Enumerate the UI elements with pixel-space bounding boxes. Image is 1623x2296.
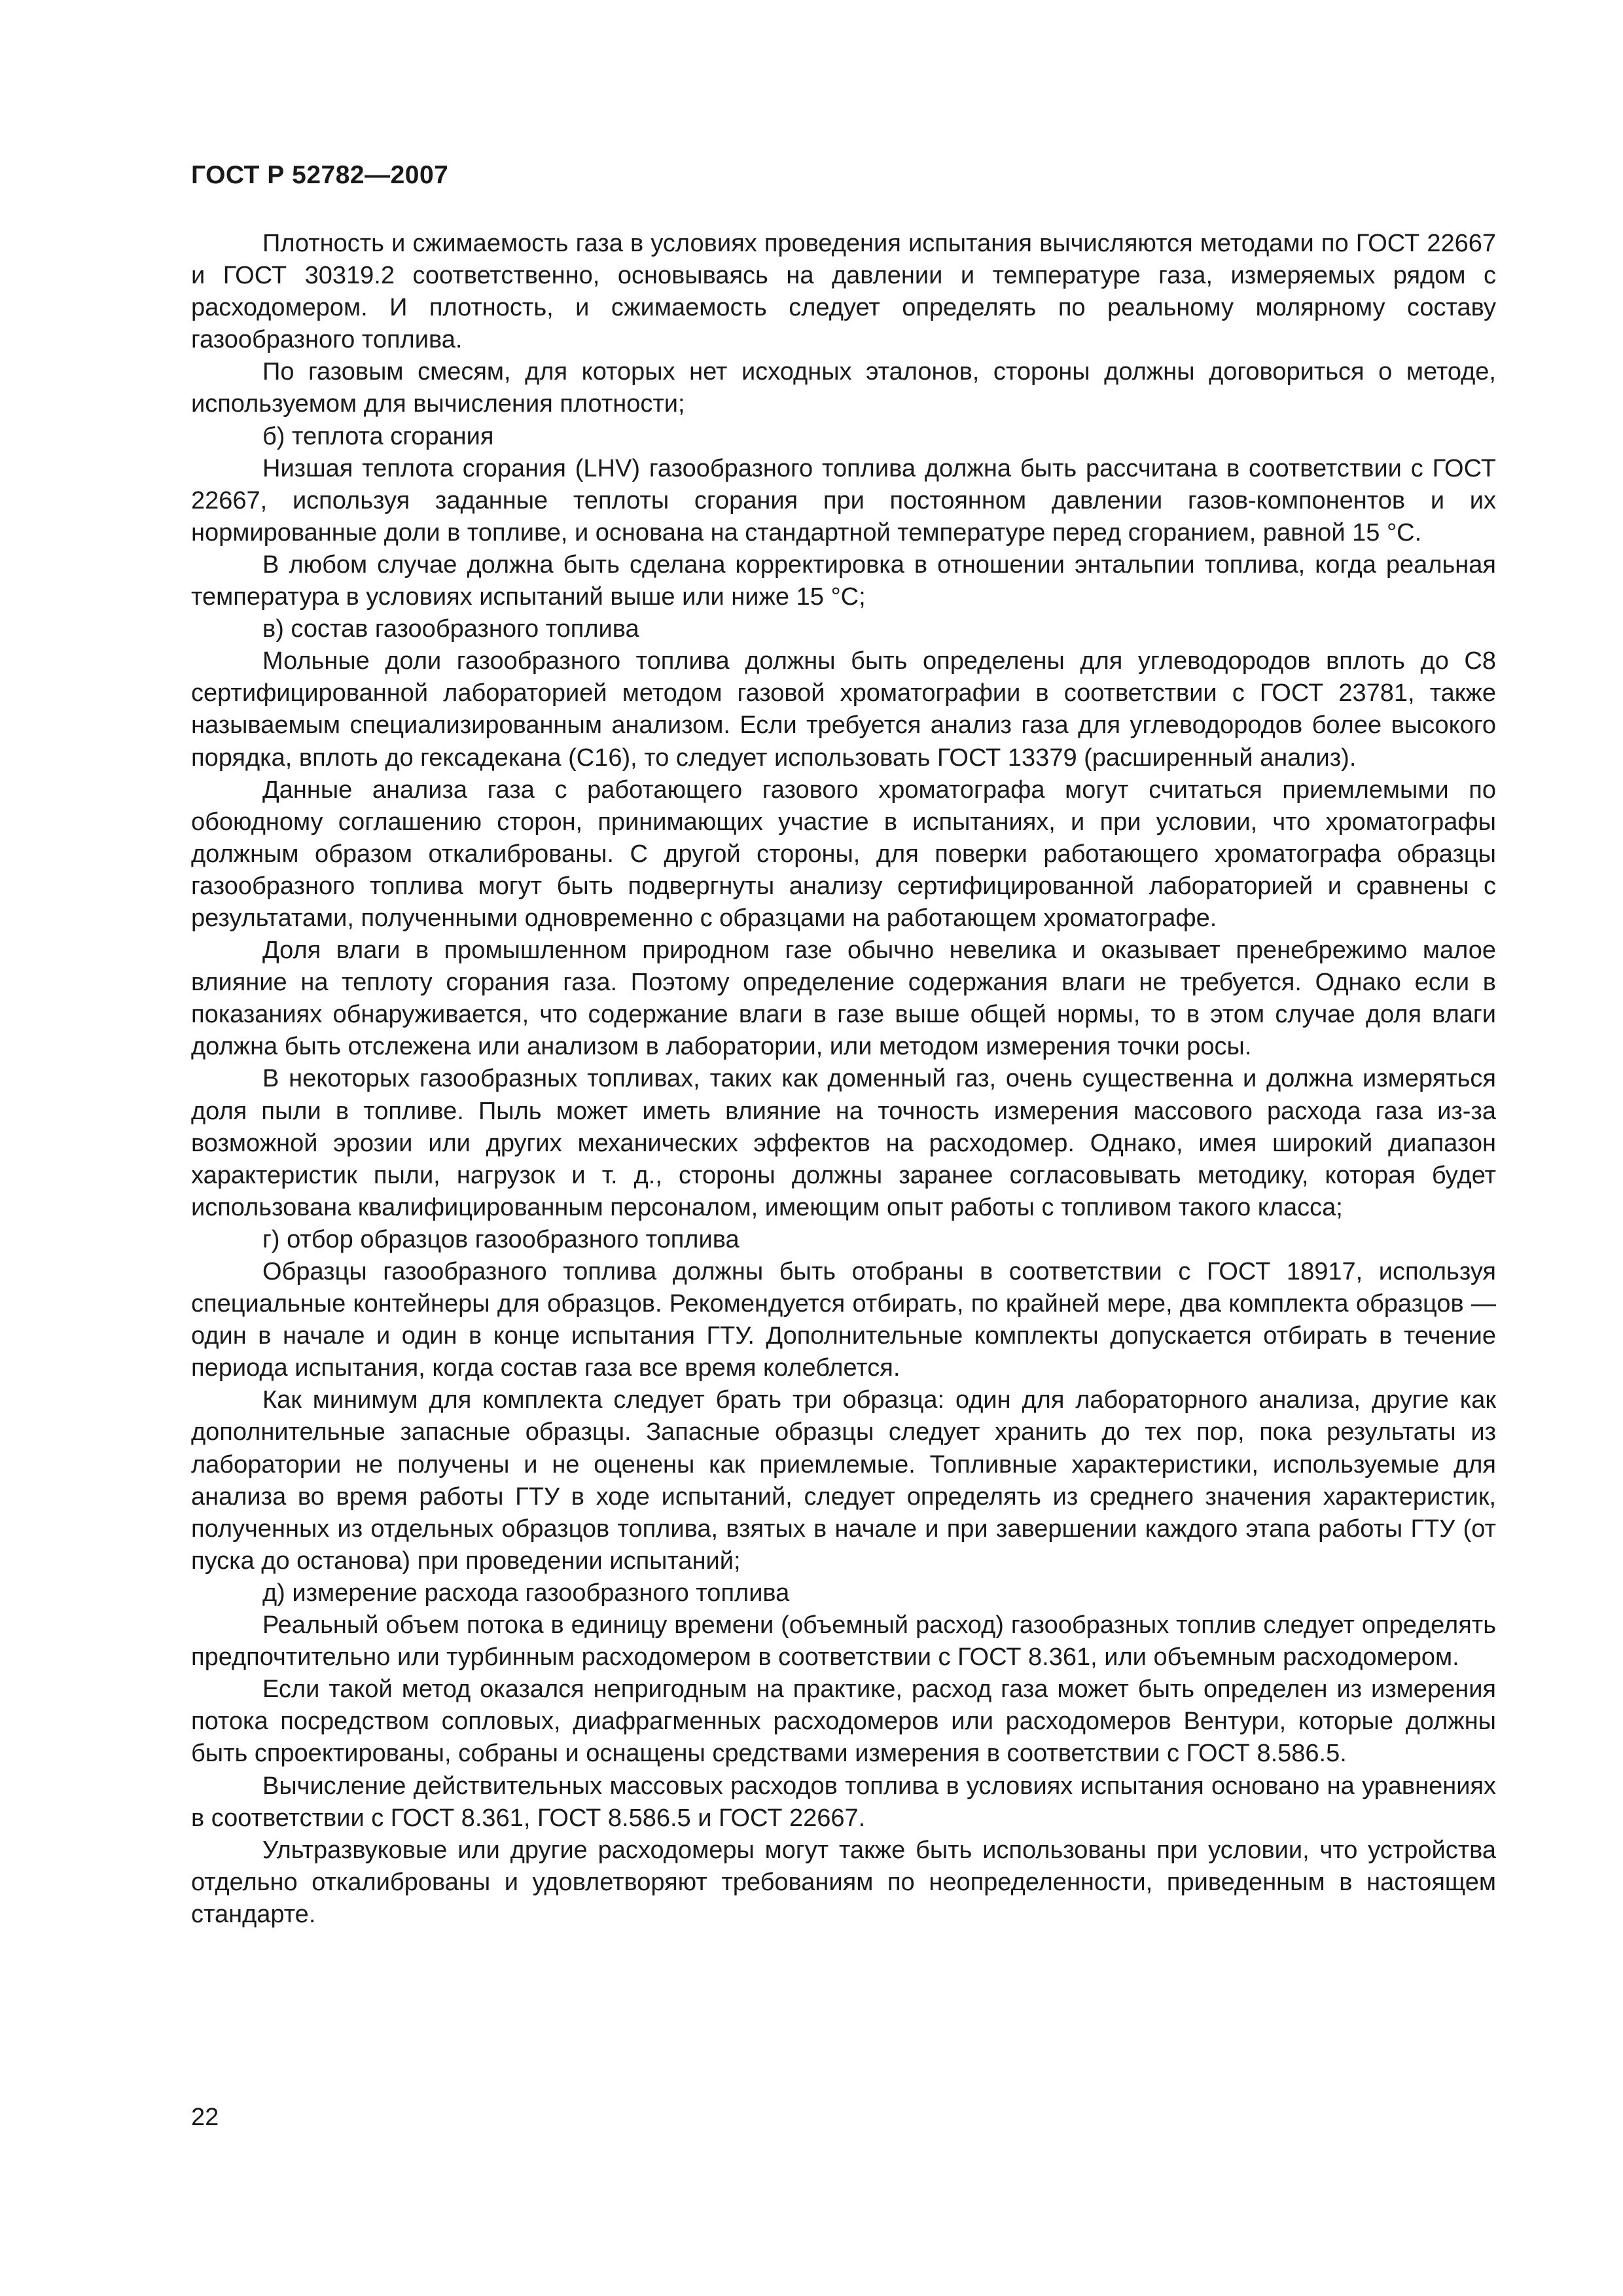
- subheading-flow-measurement: д) измерение расхода газообразного топлива: [262, 1579, 790, 1607]
- page-number: 22: [191, 2104, 219, 2131]
- paragraph-three-samples: Как минимум для комплекта следует брать три образца: один для лабораторного анализа, другие как дополнительные запасные образцы. Запасные образцы следует хранить до тех пор, пока результаты из лаборатории не получены и не оценены как приемлемые. Топливные характеристики, используемые для анализа во время работы ГТУ в ходе испытаний, следует определять из среднего значения характеристик, полученных из отдельных образцов топлива, взятых в начале и при завершении каждого этапа работы ГТУ (от пуска до останова) при проведении испытаний;: [191, 1386, 1496, 1575]
- paragraph-mole-fractions: Мольные доли газообразного топлива должны быть определены для углеводородов вплоть до C8 сертифицированной лабораторией методом газовой хроматографии в соответствии с ГОСТ 23781, также называемым специализированным анализом. Если требуется анализ газа для углеводородов более высокого порядка, вплоть до гексадекана (C16), то следует использовать ГОСТ 13379 (расширенный анализ).: [191, 647, 1496, 772]
- paragraph-volume-flow: Реальный объем потока в единицу времени (объемный расход) газообразных топлив следует определять предпочтительно или турбинным расходомером в соответствии с ГОСТ 8.361, или объемным расходомером.: [191, 1611, 1496, 1672]
- paragraph-sampling-containers: Образцы газообразного топлива должны быть отобраны в соответствии с ГОСТ 18917, используя специальные контейнеры для образцов. Рекомендуется отбирать, по крайней мере, два комплекта образцов — один в начале и один в конце испытания ГТУ. Дополнительные комплекты допускается отбирать в течение периода испытания, когда состав газа все время колеблется.: [191, 1258, 1496, 1382]
- paragraph-moisture: Доля влаги в промышленном природном газе обычно невелика и оказывает пренебрежимо малое влияние на теплоту сгорания газа. Поэтому определение содержания влаги не требуется. Однако если в показаниях обнаруживается, что содержание влаги в газе выше общей нормы, то в этом случае доля влаги должна быть отслежена или анализом в лаборатории, или методом измерения точки росы.: [191, 937, 1496, 1061]
- document-header: ГОСТ Р 52782—2007: [191, 161, 449, 189]
- subheading-calorific-value: б) теплота сгорания: [262, 422, 494, 450]
- subheading-sampling: г) отбор образцов газообразного топлива: [262, 1225, 740, 1253]
- document-body: [191, 228, 1496, 1931]
- paragraph-nozzle-venturi: Если такой метод оказался непригодным на практике, расход газа может быть определен из измерения потока посредством сопловых, диафрагменных расходомеров или расходомеров Вентури, которые должны быть спроектированы, собраны и оснащены средствами измерения в соответствии с ГОСТ 8.586.5.: [191, 1676, 1496, 1768]
- subheading-fuel-composition: в) состав газообразного топлива: [262, 615, 639, 643]
- paragraph-chromatograph: Данные анализа газа с работающего газового хроматографа могут считаться приемлемыми по обоюдному соглашению сторон, принимающих участие в испытаниях, и при условии, что хроматографы должным образом откалиброваны. С другой стороны, для поверки работающего хроматографа образцы газообразного топлива могут быть подвергнуты анализу сертифицированной лабораторией и сравнены с результатами, полученными одновременно с образцами на работающем хроматографе.: [191, 776, 1496, 932]
- paragraph-gas-mixtures: По газовым смесям, для которых нет исходных эталонов, стороны должны договориться о методе, используемом для вычисления плотности;: [191, 358, 1496, 418]
- paragraph-enthalpy-correction: В любом случае должна быть сделана корректировка в отношении энтальпии топлива, когда реальная температура в условиях испытаний выше или ниже 15 °C;: [191, 550, 1496, 611]
- paragraph-density: Плотность и сжимаемость газа в условиях проведения испытания вычисляются методами по ГОСТ 22667 и ГОСТ 30319.2 соответственно, основываясь на давлении и температуре газа, измеряемых рядом с расходомером. И плотность, и сжимаемость следует определять по реальному молярному составу газообразного топлива.: [191, 230, 1496, 354]
- paragraph-ultrasonic: Ультразвуковые или другие расходомеры могут также быть использованы при условии, что устройства отдельно откалиброваны и удовлетворяют требованиям по неопределенности, приведенным в настоящем стандарте.: [191, 1836, 1496, 1928]
- paragraph-dust: В некоторых газообразных топливах, таких как доменный газ, очень существенна и должна измеряться доля пыли в топливе. Пыль может иметь влияние на точность измерения массового расхода газа из-за возможной эрозии или других механических эффектов на расходомер. Однако, имея широкий диапазон характеристик пыли, нагрузок и т. д., стороны должны заранее согласовывать методику, которая будет использована квалифицированным персоналом, имеющим опыт работы с топливом такого класса;: [191, 1065, 1496, 1221]
- paragraph-mass-flow-calc: Вычисление действительных массовых расходов топлива в условиях испытания основано на уравнениях в соответствии с ГОСТ 8.361, ГОСТ 8.586.5 и ГОСТ 22667.: [191, 1772, 1496, 1832]
- paragraph-lhv: Низшая теплота сгорания (LHV) газообразного топлива должна быть рассчитана в соответствии с ГОСТ 22667, используя заданные теплоты сгорания при постоянном давлении газов-компонентов и их нормированные доли в топливе, и основана на стандартной температуре перед сгоранием, равной 15 °C.: [191, 454, 1496, 547]
